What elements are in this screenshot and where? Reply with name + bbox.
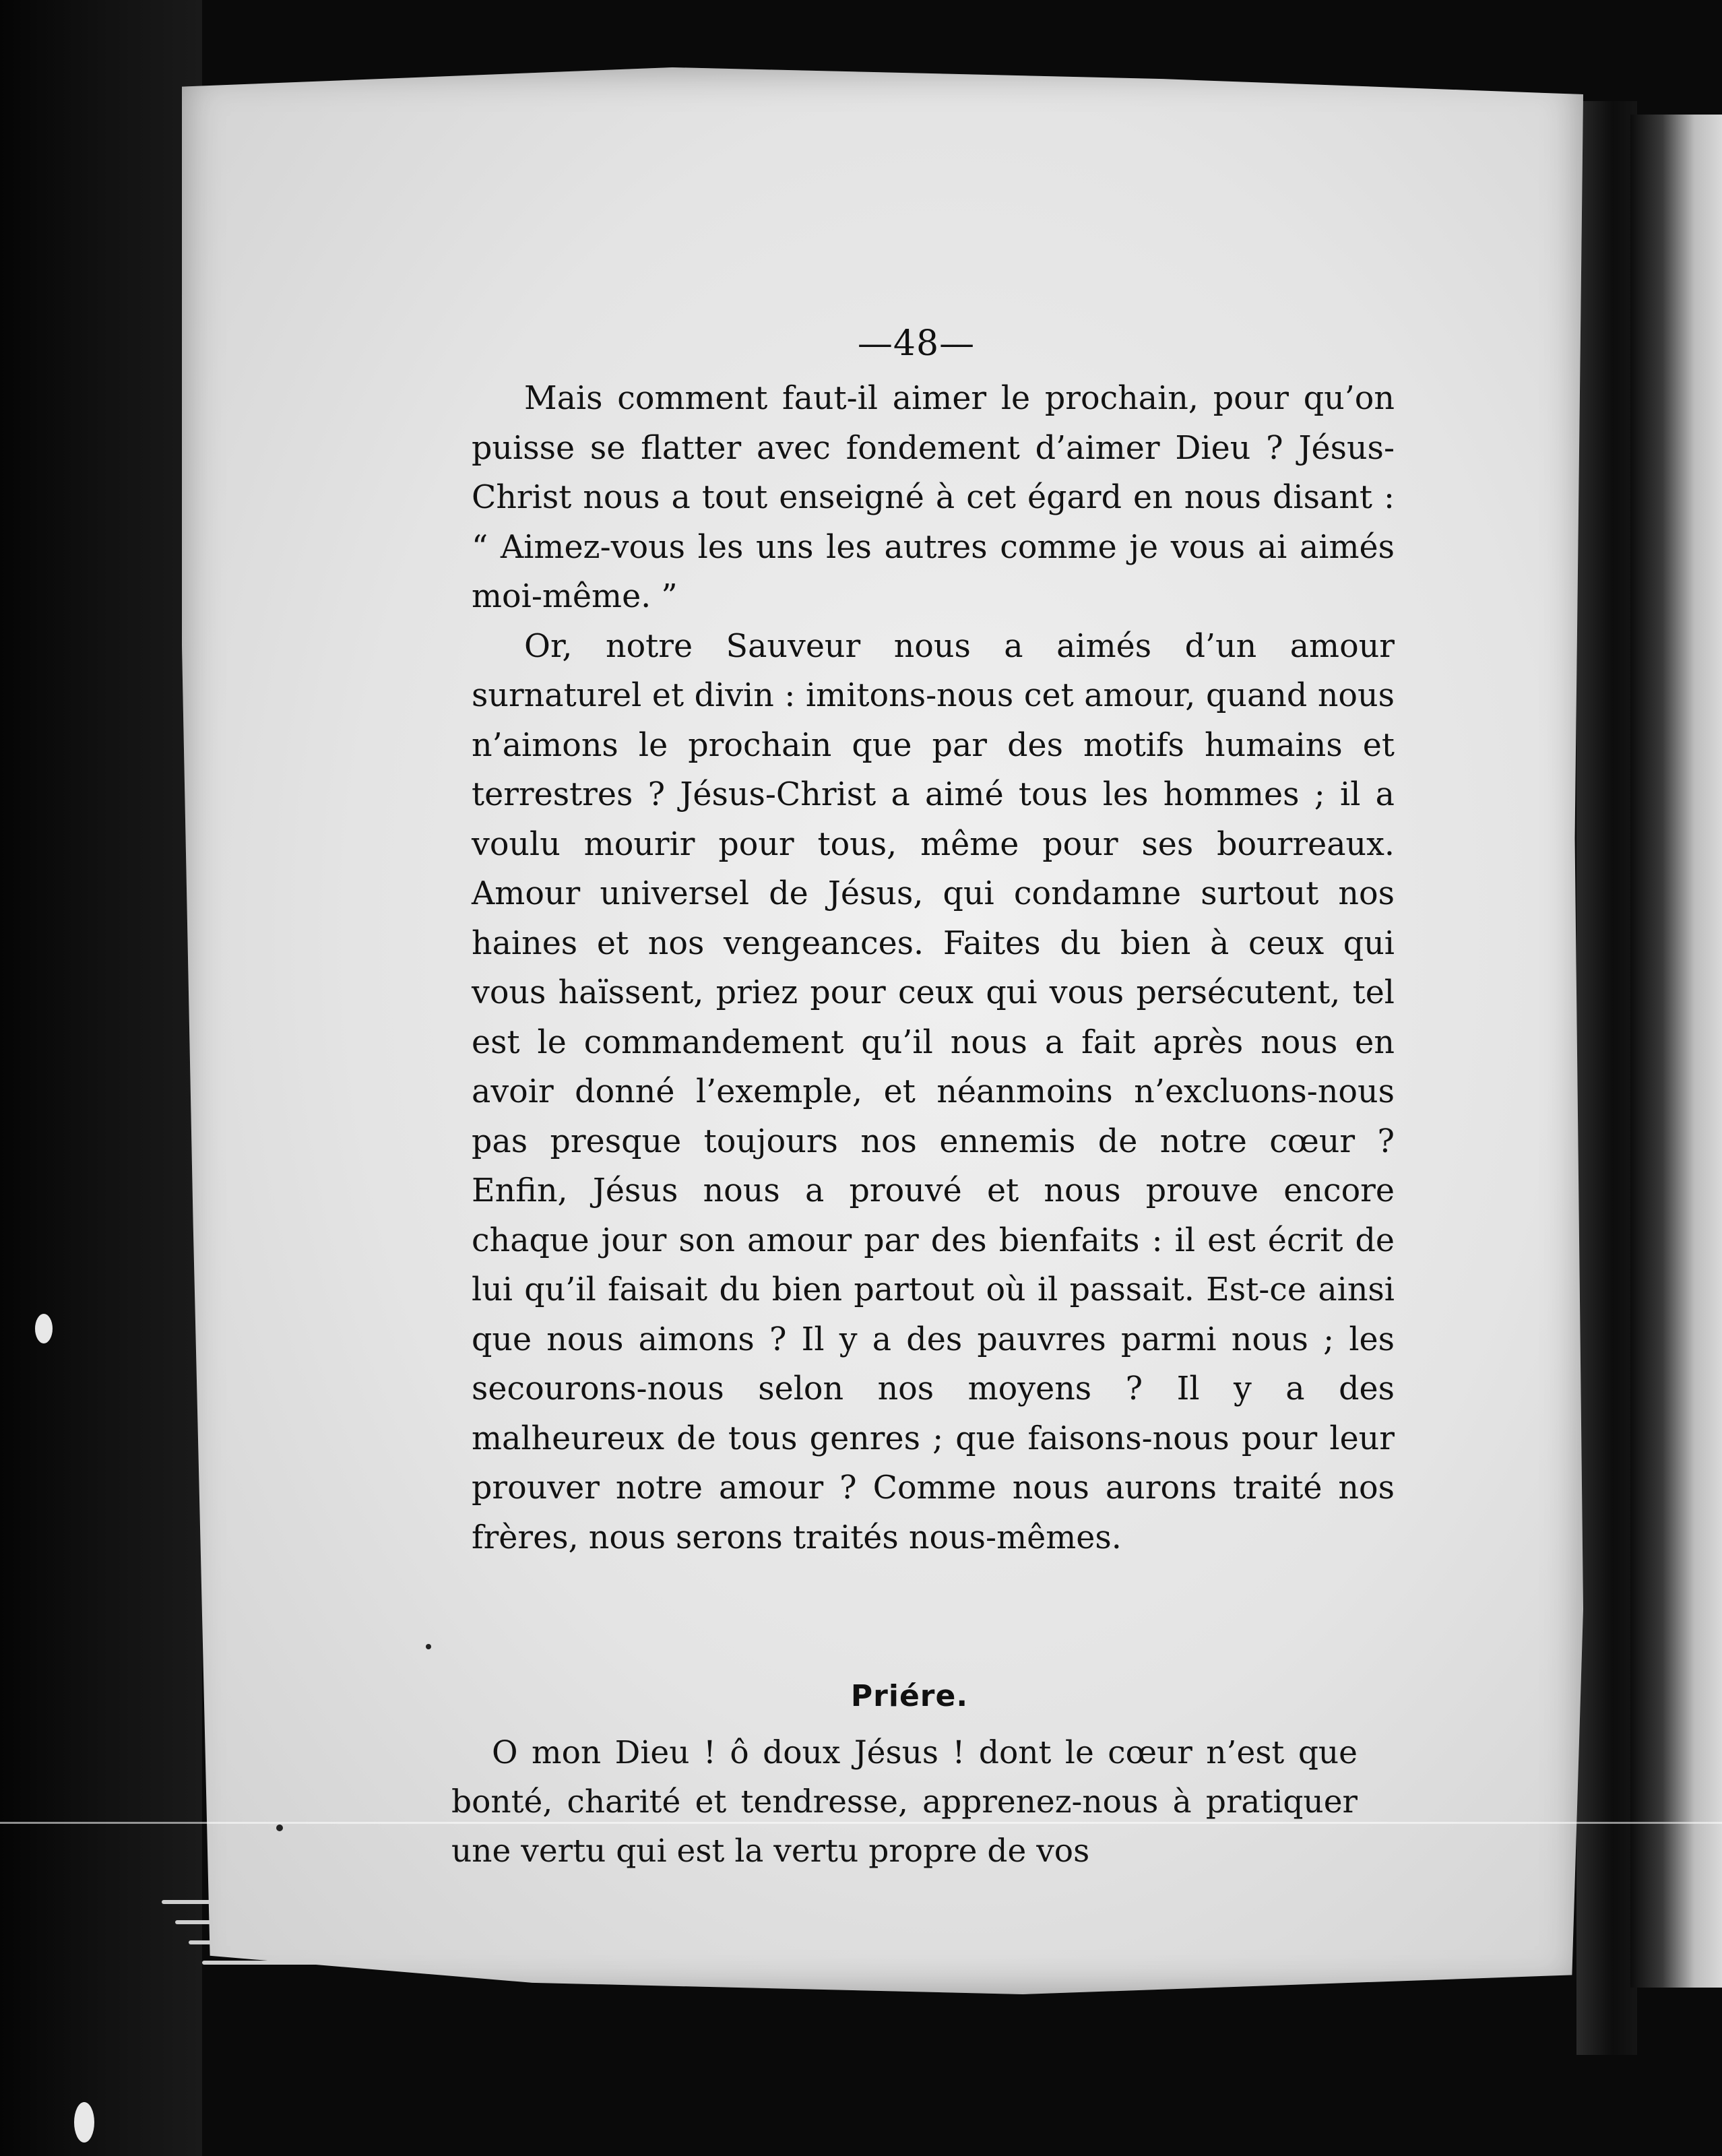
book-gutter (1576, 101, 1637, 2055)
paragraph: Or, notre Sauveur nous a aimés d’un amour surnaturel et divin : imitons-nous cet amour, quand nous n’aimons le prochain que par des motifs humains et terrestres ? Jésus-Christ a aimé tous les hommes ; il a voulu mourir pour tous, même pour ses bourreaux. Amour universel de Jésus, qui condamne surtout nos haines et nos vengeances. Faites du bien à ceux qui vous haïssent, priez pour ceux qui vous persécutent, tel est le commandement qu’il nous a fait après nous en avoir donné l’exemple, et néanmoins n’excluons-nous pas presque toujours nos ennemis de notre cœur ? Enfin, Jésus nous a prouvé et nous prouve encore chaque jour son amour par des bienfaits : il est écrit de lui qu’il faisait du bien partout où il passait. Est-ce ainsi que nous aimons ? Il y a des pauvres parmi nous ; les secourons-nous selon nos moyens ? Il y a des malheureux de tous genres ; que faisons-nous pour leur prouver notre amour ? Comme nous aurons traité nos frères, nous serons traités nous-mêmes. (472, 627, 1395, 1556)
paragraph: Mais comment faut-il aimer le prochain, pour qu’on puisse se flatter avec fondement d’aimer Dieu ? Jésus-Christ nous a tout enseigné à cet égard en nous disant : “ Aimez-vous les uns les autres comme je vous ai aimés moi-même. ” (472, 380, 1395, 615)
paragraph: O mon Dieu ! ô doux Jésus ! dont le cœur n’est que bonté, charité et tendresse, apprenez-nous à pratiquer une vertu qui est la vertu propre de vos (451, 1734, 1358, 1870)
dust-speck (35, 1314, 53, 1343)
dust-speck (276, 1825, 283, 1831)
page-number: —48— (857, 323, 976, 364)
prayer-text (451, 1728, 1358, 1876)
left-binding-shadow (0, 0, 202, 2156)
body-text (472, 374, 1395, 1562)
dust-speck (74, 2102, 94, 2143)
facing-page-edge (1630, 115, 1722, 1988)
scanner-line-artifact (0, 1822, 1722, 1824)
dust-speck (426, 1644, 431, 1649)
section-heading: Priére. (850, 1679, 969, 1713)
